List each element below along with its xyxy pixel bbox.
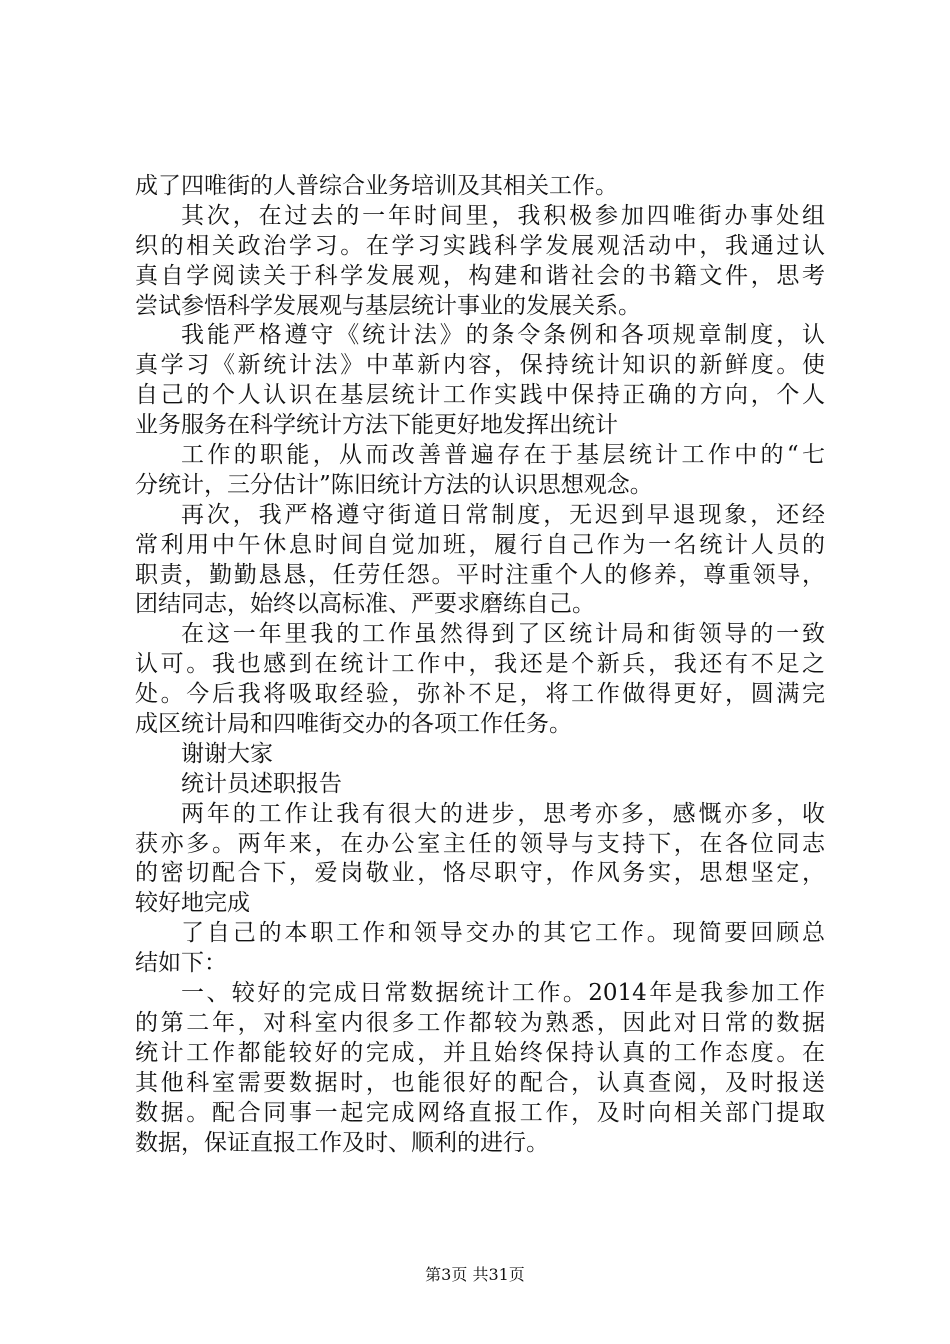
text-line: 自己的个人认识在基层统计工作实践中保持正确的方向，个人 [135,382,825,409]
text-line: 业务服务在科学统计方法下能更好地发挥出统计 [135,412,618,439]
text-line: 两年的工作让我有很大的进步，思考亦多，感慨亦多，收 [181,800,825,827]
text-line: 工作的职能，从而改善普遍存在于基层统计工作中的“七 [181,442,825,469]
text-line: 在这一年里我的工作虽然得到了区统计局和街领导的一致 [181,621,825,648]
page-number: 第3页 共31页 [425,1265,525,1284]
text-line: 结如下： [135,950,227,977]
text-line: 了自己的本职工作和领导交办的其它工作。现简要回顾总 [181,920,825,947]
closing-line: 谢谢大家 [181,740,273,767]
text-line: 统计工作都能较好的完成，并且始终保持认真的工作态度。在 [135,1039,825,1066]
text-line: 处。今后我将吸取经验，弥补不足，将工作做得更好，圆满完 [135,681,825,708]
text-line: 一、较好的完成日常数据统计工作。2014年是我参加工作 [181,980,825,1007]
text-line: 较好地完成 [135,890,250,917]
section-title: 统计员述职报告 [181,770,342,797]
text-line: 真学习《新统计法》中革新内容，保持统计知识的新鲜度。使 [135,352,825,379]
text-line: 真自学阅读关于科学发展观，构建和谐社会的书籍文件，思考 [135,262,825,289]
text-line: 成了四唯街的人普综合业务培训及其相关工作。 [135,173,618,199]
text-line: 其他科室需要数据时，也能很好的配合，认真查阅，及时报送 [135,1069,825,1096]
text-line: 常利用中午休息时间自觉加班，履行自己作为一名统计人员的 [135,531,825,558]
text-line: 我能严格遵守《统计法》的条令条例和各项规章制度，认 [181,322,825,349]
document-body [135,172,825,1158]
text-line: 的第二年，对科室内很多工作都较为熟悉，因此对日常的数据 [135,1009,825,1036]
text-line: 职责，勤勤恳恳，任劳任怨。平时注重个人的修养，尊重领导， [135,561,825,588]
text-line: 获亦多。两年来，在办公室主任的领导与支持下，在各位同志 [135,830,825,857]
text-line: 尝试参悟科学发展观与基层统计事业的发展关系。 [135,292,641,319]
text-line: 的密切配合下，爱岗敬业，恪尽职守，作风务实，思想坚定， [135,860,825,887]
text-line: 成区统计局和四唯街交办的各项工作任务。 [135,711,572,738]
text-line: 分统计，三分估计”陈旧统计方法的认识思想观念。 [135,471,653,498]
text-line: 数据，保证直报工作及时、顺利的进行。 [135,1129,549,1156]
text-line: 其次，在过去的一年时间里，我积极参加四唯街办事处组 [181,202,825,229]
text-line: 再次，我严格遵守街道日常制度，无迟到早退现象，还经 [181,501,825,528]
text-line: 织的相关政治学习。在学习实践科学发展观活动中，我通过认 [135,232,825,259]
text-line: 团结同志，始终以高标准、严要求磨练自己。 [135,591,595,618]
text-line: 数据。配合同事一起完成网络直报工作，及时向相关部门提取 [135,1099,825,1126]
text-line: 认可。我也感到在统计工作中，我还是个新兵，我还有不足之 [135,651,825,678]
